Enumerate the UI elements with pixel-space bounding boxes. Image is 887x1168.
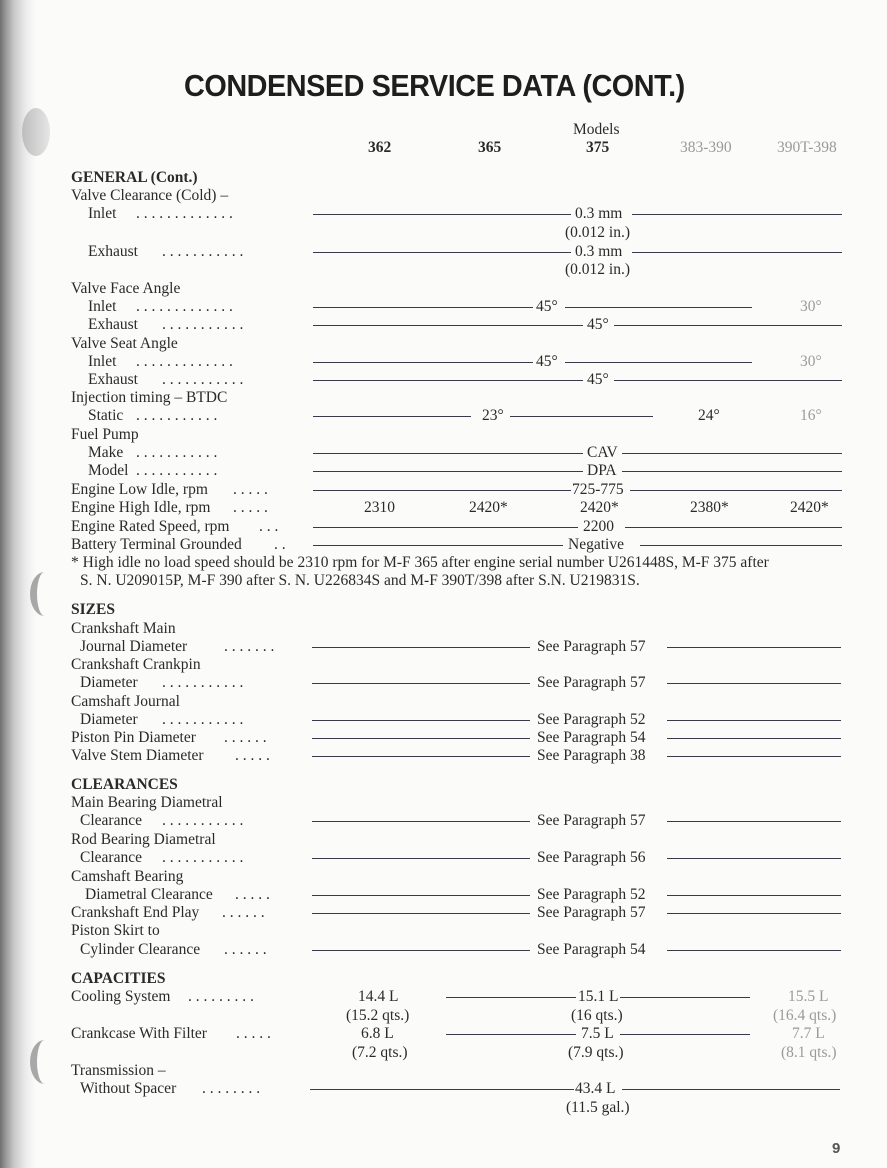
value: CAV <box>587 444 618 461</box>
value-sub: (15.2 qts.) <box>346 1007 410 1024</box>
row-label: Journal Diameter <box>80 638 188 655</box>
row-label: Clearance <box>80 812 142 829</box>
value-390t-398: 2420* <box>790 499 829 516</box>
span-line <box>313 214 571 215</box>
span-line <box>313 380 583 381</box>
page-title: CONDENSED SERVICE DATA (CONT.) <box>184 68 685 103</box>
dot-leader: . . . . . . . . . . . <box>162 316 244 333</box>
span-line <box>313 307 533 308</box>
value-390t-398: 7.7 L <box>792 1025 825 1042</box>
row-label: Diametral Clearance <box>85 886 213 903</box>
value-sub: (0.012 in.) <box>565 261 631 278</box>
row-label: Crankcase With Filter <box>71 1025 207 1042</box>
binder-hole <box>30 572 59 616</box>
row-label: Diameter <box>80 711 138 728</box>
span-line <box>312 738 530 739</box>
span-line <box>667 858 841 859</box>
dot-leader: . . . . . . . . <box>202 1080 261 1097</box>
value-sub: (8.1 qts.) <box>781 1044 837 1061</box>
column-header-383-390: 383-390 <box>680 139 732 156</box>
span-line <box>313 252 571 253</box>
row-label: Fuel Pump <box>71 426 139 443</box>
row-label: Transmission – <box>71 1062 166 1079</box>
value: 16° <box>800 407 822 424</box>
span-line <box>312 950 530 951</box>
row-label: Clearance <box>80 849 142 866</box>
value: 45° <box>587 371 609 388</box>
span-line <box>667 683 841 684</box>
row-label: Inlet <box>88 298 117 315</box>
span-line <box>312 895 530 896</box>
span-line <box>312 858 530 859</box>
value: See Paragraph 57 <box>537 812 646 829</box>
value: See Paragraph 57 <box>537 674 646 691</box>
dot-leader: . . . . . . . . . . . . . <box>136 205 233 222</box>
dot-leader: . . . . . . . . . . . . . <box>136 298 233 315</box>
dot-leader: . . . . . . . . . . . <box>162 711 244 728</box>
span-line <box>667 821 841 822</box>
value: 0.3 mm <box>575 205 623 222</box>
row-label: Inlet <box>88 353 117 370</box>
dot-leader: . . . . . . . . . . . <box>136 462 218 479</box>
section-heading-sizes: SIZES <box>71 601 115 618</box>
value: 45° <box>587 316 609 333</box>
dot-leader: . . . . . . <box>222 904 265 921</box>
row-label: Battery Terminal Grounded <box>71 536 242 553</box>
row-label: Engine Low Idle, rpm <box>71 481 208 498</box>
span-line <box>446 997 576 998</box>
binder-hole <box>30 1040 59 1084</box>
span-line <box>614 380 842 381</box>
value: See Paragraph 57 <box>537 904 646 921</box>
value: See Paragraph 52 <box>537 711 646 728</box>
row-label: Exhaust <box>88 243 138 260</box>
dot-leader: . . . . . . . . . . . <box>162 849 244 866</box>
row-label: Piston Pin Diameter <box>71 729 196 746</box>
span-line <box>313 545 563 546</box>
span-line <box>313 325 583 326</box>
value: 725-775 <box>572 481 624 498</box>
row-label: Cooling System <box>71 988 171 1005</box>
row-label: Model <box>88 462 129 479</box>
dot-leader: . . . . . . <box>224 729 267 746</box>
value-365: 2420* <box>469 499 508 516</box>
footnote-line: S. N. U209015P, M-F 390 after S. N. U226834S and M-F 390T/398 after S.N. U219831S. <box>80 572 640 589</box>
span-line <box>312 720 530 721</box>
row-label: Valve Seat Angle <box>71 335 178 352</box>
value-383-390: 2380* <box>690 499 729 516</box>
row-label: Camshaft Journal <box>71 693 180 710</box>
span-line <box>313 490 571 491</box>
dot-leader: . . . . . <box>236 1025 271 1042</box>
value-sub: (11.5 gal.) <box>566 1099 630 1116</box>
value-sub: (16 qts.) <box>571 1007 623 1024</box>
value-362: 2310 <box>364 499 395 516</box>
row-label: Crankshaft End Play <box>71 904 200 921</box>
span-line <box>312 647 530 648</box>
value-390t-398: 15.5 L <box>788 988 829 1005</box>
dot-leader: . . . . . <box>233 499 268 516</box>
span-line <box>313 527 578 528</box>
value: 23° <box>482 407 504 424</box>
row-label: Make <box>88 444 124 461</box>
value: 45° <box>536 298 558 315</box>
dot-leader: . . . . . . . . . . . <box>136 407 218 424</box>
span-line <box>632 214 842 215</box>
row-label: Inlet <box>88 205 117 222</box>
span-line <box>312 756 530 757</box>
column-header-390t-398: 390T-398 <box>777 139 837 156</box>
binder-hole <box>22 108 50 156</box>
value-375: 2420* <box>580 499 619 516</box>
span-line <box>310 1089 574 1090</box>
column-header-375: 375 <box>586 139 610 156</box>
value: See Paragraph 38 <box>537 747 646 764</box>
dot-leader: . . . . . . . <box>224 638 275 655</box>
dot-leader: . . <box>274 536 286 553</box>
dot-leader: . . . . . <box>233 481 268 498</box>
span-line <box>667 720 841 721</box>
dot-leader: . . . . . . . . . . . <box>162 812 244 829</box>
section-heading-capacities: CAPACITIES <box>71 970 166 987</box>
dot-leader: . . . . . . . . . . . <box>136 444 218 461</box>
span-line <box>640 545 842 546</box>
span-line <box>312 683 530 684</box>
span-line <box>313 471 583 472</box>
footnote-line: * High idle no load speed should be 2310 rpm for M-F 365 after engine serial number U261448S, M-F 375 after <box>71 554 769 571</box>
dot-leader: . . . . . . . . . . . . . <box>136 353 233 370</box>
span-line <box>620 1034 750 1035</box>
models-heading: Models <box>573 121 620 138</box>
span-line <box>667 913 841 914</box>
column-header-365: 365 <box>478 139 502 156</box>
dot-leader: . . . . . . . . . . . <box>162 243 244 260</box>
value: 24° <box>698 407 720 424</box>
row-label: Injection timing – BTDC <box>71 389 228 406</box>
row-label: Diameter <box>80 674 138 691</box>
span-line <box>446 1034 576 1035</box>
value: See Paragraph 56 <box>537 849 646 866</box>
span-line <box>510 416 653 417</box>
span-line <box>565 362 752 363</box>
span-line <box>622 453 842 454</box>
span-line <box>667 756 841 757</box>
span-line <box>630 490 842 491</box>
row-label: Without Spacer <box>80 1080 177 1097</box>
value-362: 14.4 L <box>358 988 399 1005</box>
span-line <box>565 307 752 308</box>
value: See Paragraph 57 <box>537 638 646 655</box>
dot-leader: . . . . . <box>235 747 270 764</box>
value: 0.3 mm <box>575 243 623 260</box>
section-heading-general: GENERAL (Cont.) <box>71 169 198 186</box>
row-label: Camshaft Bearing <box>71 868 184 885</box>
row-label: Engine High Idle, rpm <box>71 499 211 516</box>
value-362: 6.8 L <box>361 1025 394 1042</box>
row-label: Exhaust <box>88 316 138 333</box>
dot-leader: . . . . . . . . . <box>188 988 254 1005</box>
value-sub: (7.2 qts.) <box>352 1044 408 1061</box>
column-header-362: 362 <box>368 139 392 156</box>
value: 2200 <box>583 518 614 535</box>
span-line <box>614 325 842 326</box>
span-line <box>313 362 533 363</box>
dot-leader: . . . <box>259 518 279 535</box>
row-label: Main Bearing Diametral <box>71 794 223 811</box>
value-sub: (0.012 in.) <box>565 224 631 241</box>
span-line <box>312 821 530 822</box>
value-sub: (7.9 qts.) <box>568 1044 624 1061</box>
value-sub: (16.4 qts.) <box>773 1007 837 1024</box>
span-line <box>667 895 841 896</box>
row-label: Valve Face Angle <box>71 280 181 297</box>
row-label: Static <box>88 407 124 424</box>
value: See Paragraph 54 <box>537 941 646 958</box>
value: See Paragraph 54 <box>537 729 646 746</box>
span-line <box>313 416 471 417</box>
row-label: Crankshaft Main <box>71 620 176 637</box>
row-label: Exhaust <box>88 371 138 388</box>
dot-leader: . . . . . . . . . . . <box>162 674 244 691</box>
value: DPA <box>587 462 617 479</box>
span-line <box>622 471 842 472</box>
span-line <box>620 997 750 998</box>
row-label: Cylinder Clearance <box>80 941 201 958</box>
row-label: Engine Rated Speed, rpm <box>71 518 230 535</box>
value: 30° <box>800 353 822 370</box>
dot-leader: . . . . . . <box>224 941 267 958</box>
span-line <box>313 453 583 454</box>
section-heading-clearances: CLEARANCES <box>71 776 178 793</box>
span-line <box>667 738 841 739</box>
row-label: Rod Bearing Diametral <box>71 831 216 848</box>
value: See Paragraph 52 <box>537 886 646 903</box>
span-line <box>622 1089 840 1090</box>
value: 15.1 L <box>578 988 619 1005</box>
value: 30° <box>800 298 822 315</box>
dot-leader: . . . . . <box>235 886 270 903</box>
page-number: 9 <box>832 1140 841 1157</box>
span-line <box>625 527 842 528</box>
value: 7.5 L <box>581 1025 614 1042</box>
value: 43.4 L <box>575 1080 616 1097</box>
row-label: Piston Skirt to <box>71 922 160 939</box>
row-label: Valve Stem Diameter <box>71 747 204 764</box>
span-line <box>667 950 841 951</box>
row-label: Crankshaft Crankpin <box>71 656 201 673</box>
span-line <box>312 913 530 914</box>
span-line <box>632 252 842 253</box>
span-line <box>667 647 841 648</box>
value: Negative <box>568 536 624 553</box>
dot-leader: . . . . . . . . . . . <box>162 371 244 388</box>
value: 45° <box>536 353 558 370</box>
row-label: Valve Clearance (Cold) – <box>71 187 229 204</box>
